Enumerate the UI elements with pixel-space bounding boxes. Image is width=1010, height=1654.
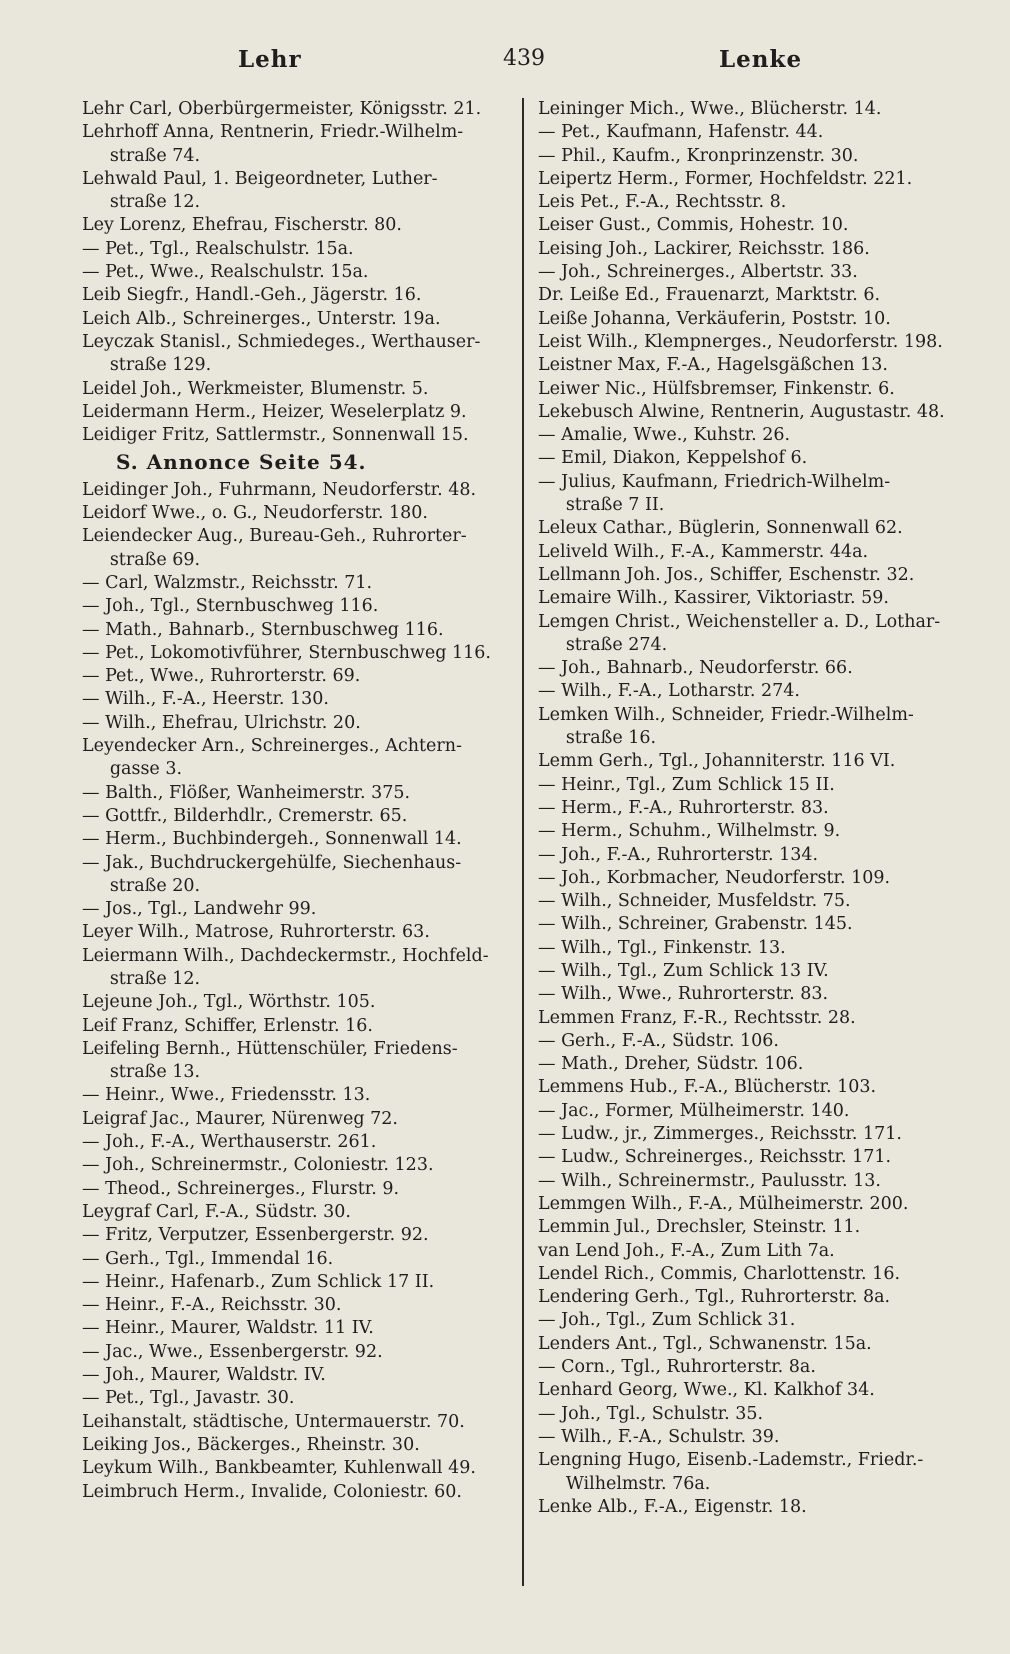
- directory-entry: Leyendecker Arn., Schreinerges., Achtern-: [82, 736, 462, 757]
- directory-entry: Leidorf Wwe., o. G., Neudorferstr. 180.: [82, 503, 428, 524]
- directory-entry: Lemken Wilh., Schneider, Friedr.-Wilhelm-: [538, 704, 914, 725]
- directory-entry: Leygraf Carl, F.-A., Südstr. 30.: [82, 1201, 351, 1222]
- directory-entry: straße 74.: [82, 145, 201, 166]
- directory-entry: — Joh., Schreinermstr., Coloniestr. 123.: [82, 1155, 434, 1176]
- directory-entry: Leifeling Bernh., Hüttenschüler, Friedens-: [82, 1038, 458, 1059]
- directory-entry: straße 16.: [538, 728, 657, 749]
- directory-entry: Leipertz Herm., Former, Hochfeldstr. 221.: [538, 168, 913, 189]
- directory-entry: Lendering Gerh., Tgl., Ruhrorterstr. 8a.: [538, 1287, 891, 1308]
- directory-entry: — Pet., Kaufmann, Hafenstr. 44.: [538, 122, 824, 143]
- directory-entry: straße 12.: [82, 192, 201, 213]
- directory-entry: Lemm Gerh., Tgl., Johanniterstr. 116 VI.: [538, 751, 896, 772]
- directory-entry: Leimbruch Herm., Invalide, Coloniestr. 60.: [82, 1481, 462, 1502]
- directory-entry: Leich Alb., Schreinerges., Unterstr. 19a.: [82, 308, 441, 329]
- directory-entry: Leliveld Wilh., F.-A., Kammerstr. 44a.: [538, 541, 869, 562]
- directory-entry: — Jac., Wwe., Essenbergerstr. 92.: [82, 1341, 383, 1362]
- directory-entry: — Herm., F.-A., Ruhrorterstr. 83.: [538, 797, 829, 818]
- directory-entry: — Pet., Lokomotivführer, Sternbuschweg 116.: [82, 642, 491, 663]
- directory-entry: — Wilh., Tgl., Finkenstr. 13.: [538, 937, 786, 958]
- directory-entry: — Gerh., F.-A., Südstr. 106.: [538, 1030, 779, 1051]
- directory-entry: — Joh., Maurer, Waldstr. IV.: [82, 1365, 326, 1386]
- directory-entry: Lenders Ant., Tgl., Schwanenstr. 15a.: [538, 1333, 872, 1354]
- directory-entry: Leistner Max, F.-A., Hagelsgäßchen 13.: [538, 355, 888, 376]
- directory-entry: — Joh., F.-A., Werthauserstr. 261.: [82, 1132, 377, 1153]
- directory-entry: — Joh., Bahnarb., Neudorferstr. 66.: [538, 658, 853, 679]
- directory-entry: — Gerh., Tgl., Immendal 16.: [82, 1248, 334, 1269]
- directory-entry: — Fritz, Verputzer, Essenbergerstr. 92.: [82, 1225, 429, 1246]
- directory-entry: — Joh., Tgl., Zum Schlick 31.: [538, 1310, 796, 1331]
- directory-entry: Leleux Cathar., Büglerin, Sonnenwall 62.: [538, 518, 903, 539]
- directory-entry: Lemmin Jul., Drechsler, Steinstr. 11.: [538, 1217, 861, 1238]
- directory-entry: — Jak., Buchdruckergehülfe, Siechenhaus-: [82, 852, 462, 873]
- directory-entry: — Gottfr., Bilderhdlr., Cremerstr. 65.: [82, 805, 408, 826]
- directory-entry: Leininger Mich., Wwe., Blücherstr. 14.: [538, 99, 882, 119]
- directory-entry: — Heinr., Tgl., Zum Schlick 15 II.: [538, 774, 835, 795]
- directory-entry: straße 69.: [82, 549, 201, 570]
- directory-entry: Leykum Wilh., Bankbeamter, Kuhlenwall 49.: [82, 1458, 476, 1479]
- directory-entry: — Wilh., F.-A., Schulstr. 39.: [538, 1426, 780, 1447]
- directory-entry: Lenke Alb., F.-A., Eigenstr. 18.: [538, 1496, 807, 1517]
- directory-entry: — Wilh., Wwe., Ruhrorterstr. 83.: [538, 984, 829, 1005]
- directory-entry: Lendel Rich., Commis, Charlottenstr. 16.: [538, 1263, 901, 1284]
- directory-entry: straße 13.: [82, 1062, 201, 1083]
- directory-entry: — Pet., Tgl., Javastr. 30.: [82, 1388, 295, 1409]
- directory-entry: Leidel Joh., Werkmeister, Blumenstr. 5.: [82, 378, 429, 399]
- directory-entry: — Pet., Tgl., Realschulstr. 15a.: [82, 238, 354, 259]
- directory-entry: — Joh., Schreinerges., Albertstr. 33.: [538, 262, 858, 283]
- directory-entry: — Corn., Tgl., Ruhrorterstr. 8a.: [538, 1357, 816, 1378]
- directory-entry: Lemmgen Wilh., F.-A., Mülheimerstr. 200.: [538, 1193, 909, 1214]
- directory-entry: — Joh., Tgl., Schulstr. 35.: [538, 1403, 764, 1424]
- directory-entry: straße 274.: [538, 634, 668, 655]
- directory-entry: — Emil, Diakon, Keppelshof 6.: [538, 448, 808, 469]
- directory-entry: Leidermann Herm., Heizer, Weselerplatz 9.: [82, 401, 467, 422]
- directory-entry: Leigraf Jac., Maurer, Nürenweg 72.: [82, 1108, 398, 1129]
- column-divider: [522, 98, 524, 1586]
- directory-entry: Leis Pet., F.-A., Rechtsstr. 8.: [538, 192, 787, 213]
- directory-entry: straße 20.: [82, 875, 201, 896]
- directory-entry: Leiwer Nic., Hülfsbremser, Finkenstr. 6.: [538, 378, 895, 399]
- directory-entry: — Phil., Kaufm., Kronprinzenstr. 30.: [538, 145, 859, 166]
- directory-entry: Lehwald Paul, 1. Beigeordneter, Luther-: [82, 168, 438, 189]
- directory-entry: — Ludw., Schreinerges., Reichsstr. 171.: [538, 1147, 892, 1168]
- directory-entry: — Theod., Schreinerges., Flurstr. 9.: [82, 1178, 400, 1199]
- directory-entry: Leiser Gust., Commis, Hohestr. 10.: [538, 215, 849, 236]
- directory-entry: — Amalie, Wwe., Kuhstr. 26.: [538, 425, 791, 446]
- directory-entry: — Balth., Flößer, Wanheimerstr. 375.: [82, 782, 411, 803]
- directory-entry: — Wilh., Ehefrau, Ulrichstr. 20.: [82, 712, 361, 733]
- directory-entry: Lengning Hugo, Eisenb.-Lademstr., Friedr.-: [538, 1450, 924, 1471]
- page-number: 439: [503, 46, 545, 71]
- directory-entry: — Heinr., Wwe., Friedensstr. 13.: [82, 1085, 371, 1106]
- directory-entry: — Jac., Former, Mülheimerstr. 140.: [538, 1100, 850, 1121]
- directory-entry: Leihanstalt, städtische, Untermauerstr. 70.: [82, 1411, 465, 1432]
- directory-entry: Leidinger Joh., Fuhrmann, Neudorferstr. 48.: [82, 479, 477, 500]
- directory-entry: straße 129.: [82, 355, 212, 376]
- directory-entry: Ley Lorenz, Ehefrau, Fischerstr. 80.: [82, 215, 402, 236]
- directory-entry: — Wilh., Tgl., Zum Schlick 13 IV.: [538, 960, 829, 981]
- directory-entry: — Julius, Kaufmann, Friedrich-Wilhelm-: [538, 471, 891, 492]
- left-column: [82, 98, 512, 1504]
- page-header: [0, 46, 1010, 86]
- directory-entry: Lellmann Joh. Jos., Schiffer, Eschenstr. 32.: [538, 564, 915, 585]
- directory-entry: straße 7 II.: [538, 495, 665, 516]
- directory-entry: Leib Siegfr., Handl.-Geh., Jägerstr. 16.: [82, 285, 422, 306]
- header-left-keyword: Lehr: [238, 46, 302, 73]
- directory-entry: — Joh., Korbmacher, Neudorferstr. 109.: [538, 867, 891, 888]
- directory-entry: Lehrhoff Anna, Rentnerin, Friedr.-Wilhelm-: [82, 122, 464, 143]
- directory-entry: Leiendecker Aug., Bureau-Geh., Ruhrorter-: [82, 526, 467, 547]
- directory-entry: — Math., Bahnarb., Sternbuschweg 116.: [82, 619, 444, 640]
- directory-entry: Wilhelmstr. 76a.: [538, 1473, 711, 1494]
- directory-entry: — Joh., F.-A., Ruhrorterstr. 134.: [538, 844, 819, 865]
- directory-entry: van Lend Joh., F.-A., Zum Lith 7a.: [538, 1240, 835, 1261]
- directory-entry: — Wilh., Schreinermstr., Paulusstr. 13.: [538, 1170, 881, 1191]
- directory-entry: — Heinr., F.-A., Reichsstr. 30.: [82, 1295, 342, 1316]
- directory-entry: — Heinr., Hafenarb., Zum Schlick 17 II.: [82, 1271, 435, 1292]
- advertisement-notice: S. Annonce Seite 54.: [116, 450, 367, 475]
- directory-entry: Leyer Wilh., Matrose, Ruhrorterstr. 63.: [82, 922, 430, 943]
- directory-entry: — Wilh., Schneider, Musfeldstr. 75.: [538, 891, 851, 912]
- directory-entry: — Heinr., Maurer, Waldstr. 11 IV.: [82, 1318, 374, 1339]
- directory-entry: Leif Franz, Schiffer, Erlenstr. 16.: [82, 1015, 373, 1036]
- directory-entry: Leiße Johanna, Verkäuferin, Poststr. 10.: [538, 308, 891, 329]
- directory-entry: Dr. Leiße Ed., Frauenarzt, Marktstr. 6.: [538, 285, 881, 306]
- directory-entry: — Jos., Tgl., Landwehr 99.: [82, 899, 317, 920]
- directory-entry: straße 12.: [82, 968, 201, 989]
- directory-entry: — Pet., Wwe., Ruhrorterstr. 69.: [82, 666, 361, 687]
- header-right-keyword: Lenke: [719, 46, 803, 73]
- directory-entry: Lemmen Franz, F.-R., Rechtsstr. 28.: [538, 1007, 856, 1028]
- directory-entry: Lekebusch Alwine, Rentnerin, Augustastr. 48.: [538, 401, 945, 422]
- directory-entry: — Herm., Schuhm., Wilhelmstr. 9.: [538, 821, 841, 842]
- directory-entry: Lejeune Joh., Tgl., Wörthstr. 105.: [82, 992, 376, 1013]
- directory-entry: — Ludw., jr., Zimmerges., Reichsstr. 171.: [538, 1124, 902, 1145]
- right-column: [538, 98, 978, 1519]
- directory-entry: — Wilh., F.-A., Lotharstr. 274.: [538, 681, 800, 702]
- directory-entry: Lemmens Hub., F.-A., Blücherstr. 103.: [538, 1077, 877, 1098]
- directory-entry: Leising Joh., Lackirer, Reichsstr. 186.: [538, 238, 870, 259]
- directory-entry: — Math., Dreher, Südstr. 106.: [538, 1054, 804, 1075]
- directory-entry: Lemgen Christ., Weichensteller a. D., Lothar-: [538, 611, 941, 632]
- directory-entry: — Carl, Walzmstr., Reichsstr. 71.: [82, 572, 373, 593]
- directory-entry: Lehr Carl, Oberbürgermeister, Königsstr. 21.: [82, 99, 482, 119]
- directory-entry: — Herm., Buchbindergeh., Sonnenwall 14.: [82, 829, 462, 850]
- directory-entry: Leidiger Fritz, Sattlermstr., Sonnenwall 15.: [82, 425, 469, 446]
- directory-entry: Lemaire Wilh., Kassirer, Viktoriastr. 59.: [538, 588, 889, 609]
- directory-entry: — Joh., Tgl., Sternbuschweg 116.: [82, 596, 379, 617]
- directory-entry: Lenhard Georg, Wwe., Kl. Kalkhof 34.: [538, 1380, 875, 1401]
- directory-entry: Leiermann Wilh., Dachdeckermstr., Hochfeld-: [82, 945, 489, 966]
- directory-entry: — Wilh., F.-A., Heerstr. 130.: [82, 689, 329, 710]
- directory-entry: Leist Wilh., Klempnerges., Neudorferstr. 198.: [538, 331, 943, 352]
- directory-entry: Leiking Jos., Bäckerges., Rheinstr. 30.: [82, 1434, 420, 1455]
- directory-entry: — Wilh., Schreiner, Grabenstr. 145.: [538, 914, 853, 935]
- directory-entry: Leyczak Stanisl., Schmiedeges., Werthauser-: [82, 331, 481, 352]
- directory-entry: — Pet., Wwe., Realschulstr. 15a.: [82, 262, 369, 283]
- directory-entry: gasse 3.: [82, 759, 183, 780]
